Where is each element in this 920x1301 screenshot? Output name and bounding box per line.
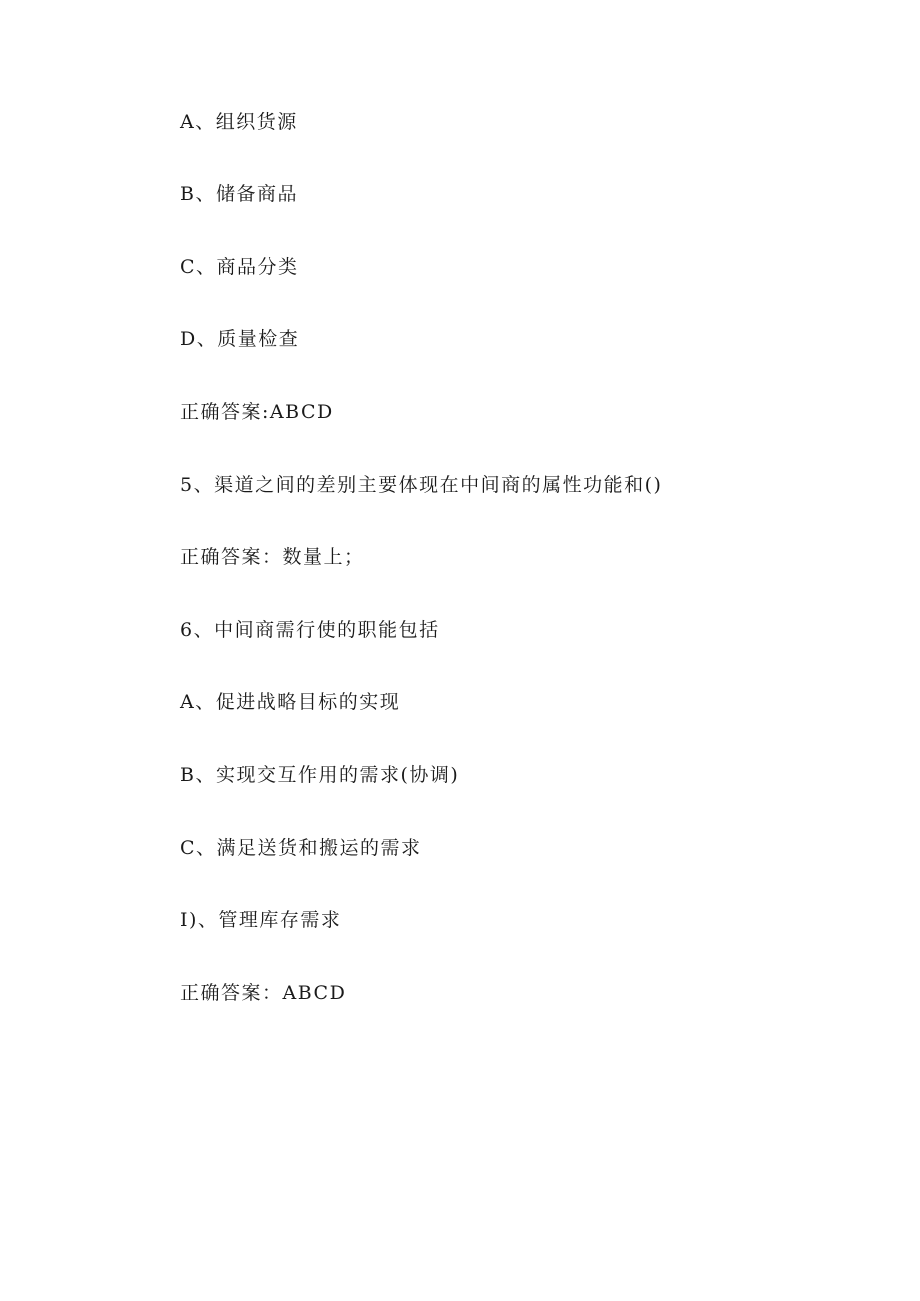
option-b-q4: B、储备商品 <box>180 183 298 205</box>
option-b-q6: B、实现交互作用的需求(协调) <box>180 764 460 786</box>
question-5: 5、渠道之间的差别主要体现在中间商的属性功能和() <box>180 474 663 496</box>
option-c-q4: C、商品分类 <box>180 256 299 278</box>
option-c-q6: C、满足送货和搬运的需求 <box>180 837 422 859</box>
answer-q6: 正确答案：ABCD <box>180 982 347 1004</box>
answer-q4: 正确答案:ABCD <box>180 401 334 423</box>
option-d-q4: D、质量检查 <box>180 328 300 350</box>
option-a-q4: A、组织货源 <box>180 111 298 133</box>
option-a-q6: A、促进战略目标的实现 <box>180 691 401 713</box>
option-d-q6: I)、管理库存需求 <box>180 909 342 931</box>
answer-q5: 正确答案：数量上； <box>180 546 365 568</box>
question-6: 6、中间商需行使的职能包括 <box>180 619 440 641</box>
